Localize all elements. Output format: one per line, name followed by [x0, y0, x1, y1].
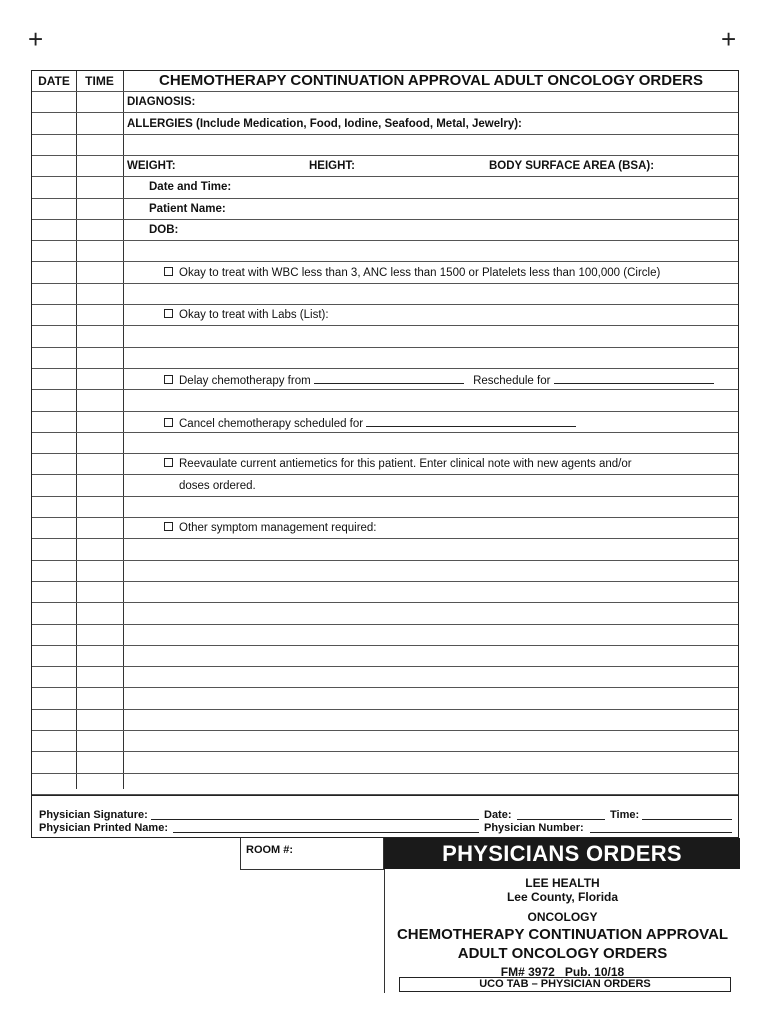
option-cancel-text: Cancel chemotherapy scheduled for — [179, 418, 364, 430]
row-line — [32, 304, 738, 305]
checkbox-icon[interactable] — [164, 267, 173, 276]
row-line — [32, 687, 738, 688]
row-line — [32, 517, 738, 518]
row-line — [32, 389, 738, 390]
row-line — [32, 496, 738, 497]
date-label: Date: — [484, 809, 512, 821]
diagnosis-label: DIAGNOSIS: — [127, 96, 196, 108]
option-other-text: Other symptom management required: — [179, 522, 377, 534]
form-number: FM# 3972 Pub. 10/18 — [500, 965, 625, 979]
row-line — [32, 240, 738, 241]
row-line — [32, 773, 738, 774]
option-delay[interactable] — [164, 373, 714, 387]
checkbox-icon[interactable] — [164, 418, 173, 427]
date-field[interactable] — [517, 809, 605, 820]
option-wbc[interactable] — [164, 267, 660, 279]
grid-bottom-line — [32, 795, 738, 796]
row-line — [32, 538, 738, 539]
row-line — [32, 283, 738, 284]
physician-printed-name-field[interactable] — [173, 822, 479, 833]
allergies-label: ALLERGIES (Include Medication, Food, Iodine, Seafood, Metal, Jewelry): — [127, 118, 522, 130]
option-wbc-text: Okay to treat with WBC less than 3, ANC less than 1500 or Platelets less than 100,000 (Circle) — [179, 267, 661, 279]
delay-from-field[interactable] — [314, 373, 464, 384]
row-line — [32, 155, 738, 156]
row-line — [32, 581, 738, 582]
row-line — [32, 645, 738, 646]
bsa-label: BODY SURFACE AREA (BSA): — [489, 160, 655, 172]
option-reevaluate[interactable] — [164, 458, 632, 470]
option-labs-text: Okay to treat with Labs (List): — [179, 309, 329, 321]
checkbox-icon[interactable] — [164, 522, 173, 531]
reschedule-field[interactable] — [554, 373, 714, 384]
organization-location: Lee County, Florida — [506, 890, 619, 904]
row-line — [32, 112, 738, 113]
time-column-header: TIME — [85, 74, 114, 88]
option-cancel[interactable] — [164, 416, 576, 430]
physician-number-field[interactable] — [590, 822, 732, 833]
form-info-block — [384, 869, 740, 993]
form-title-line-2: ADULT ONCOLOGY ORDERS — [457, 945, 668, 962]
row-line — [32, 730, 738, 731]
row-line — [32, 432, 738, 433]
dob-label: DOB: — [149, 224, 179, 236]
height-label: HEIGHT: — [309, 160, 355, 172]
signature-block — [39, 809, 730, 835]
option-labs[interactable] — [164, 309, 329, 321]
time-label: Time: — [610, 809, 640, 821]
checkbox-icon[interactable] — [164, 458, 173, 467]
organization-name: LEE HEALTH — [525, 876, 600, 890]
row-line — [32, 91, 738, 92]
row-line — [32, 368, 738, 369]
option-other[interactable] — [164, 522, 377, 534]
option-delay-text: Delay chemotherapy from — [179, 375, 311, 387]
room-label: ROOM #: — [246, 844, 294, 856]
time-field[interactable] — [642, 809, 732, 820]
physicians-orders-banner: PHYSICIANS ORDERS — [384, 838, 740, 869]
physician-printed-name-label: Physician Printed Name: — [39, 822, 168, 834]
option-reevaluate-continued: doses ordered. — [179, 480, 256, 492]
cancel-date-field[interactable] — [366, 416, 576, 427]
checkbox-icon[interactable] — [164, 375, 173, 384]
physician-signature-field[interactable] — [151, 809, 479, 820]
date-and-time-label: Date and Time: — [149, 181, 232, 193]
row-line — [32, 751, 738, 752]
row-line — [32, 560, 738, 561]
form-title-line-1: CHEMOTHERAPY CONTINUATION APPROVAL — [396, 926, 729, 943]
checkbox-icon[interactable] — [164, 309, 173, 318]
patient-name-label: Patient Name: — [149, 203, 226, 215]
row-line — [32, 176, 738, 177]
option-reevaluate-text: Reevaulate current antiemetics for this patient. Enter clinical note with new agents and/or — [179, 458, 632, 470]
row-line — [32, 325, 738, 326]
row-line — [32, 666, 738, 667]
physician-number-label: Physician Number: — [484, 822, 584, 834]
physician-signature-label: Physician Signature: — [39, 809, 148, 821]
weight-label: WEIGHT: — [127, 160, 176, 172]
row-line — [32, 261, 738, 262]
date-column-divider — [76, 71, 77, 789]
row-line — [32, 347, 738, 348]
row-line — [32, 602, 738, 603]
row-line — [32, 474, 738, 475]
form-title: CHEMOTHERAPY CONTINUATION APPROVAL ADULT ONCOLOGY ORDERS — [159, 72, 703, 89]
row-line — [32, 219, 738, 220]
row-line — [32, 624, 738, 625]
row-line — [32, 453, 738, 454]
department-name: ONCOLOGY — [527, 910, 598, 924]
registration-mark-left: + — [28, 24, 44, 54]
room-number-field[interactable] — [240, 838, 384, 870]
row-line — [32, 198, 738, 199]
reschedule-label: Reschedule for — [473, 375, 551, 387]
time-column-divider — [123, 71, 124, 789]
date-column-header: DATE — [38, 74, 70, 88]
row-line — [32, 709, 738, 710]
uco-tab-label: UCO TAB – PHYSICIAN ORDERS — [399, 977, 731, 992]
row-line — [32, 411, 738, 412]
row-line — [32, 134, 738, 135]
orders-form — [31, 70, 739, 838]
registration-mark-right: + — [721, 24, 737, 54]
